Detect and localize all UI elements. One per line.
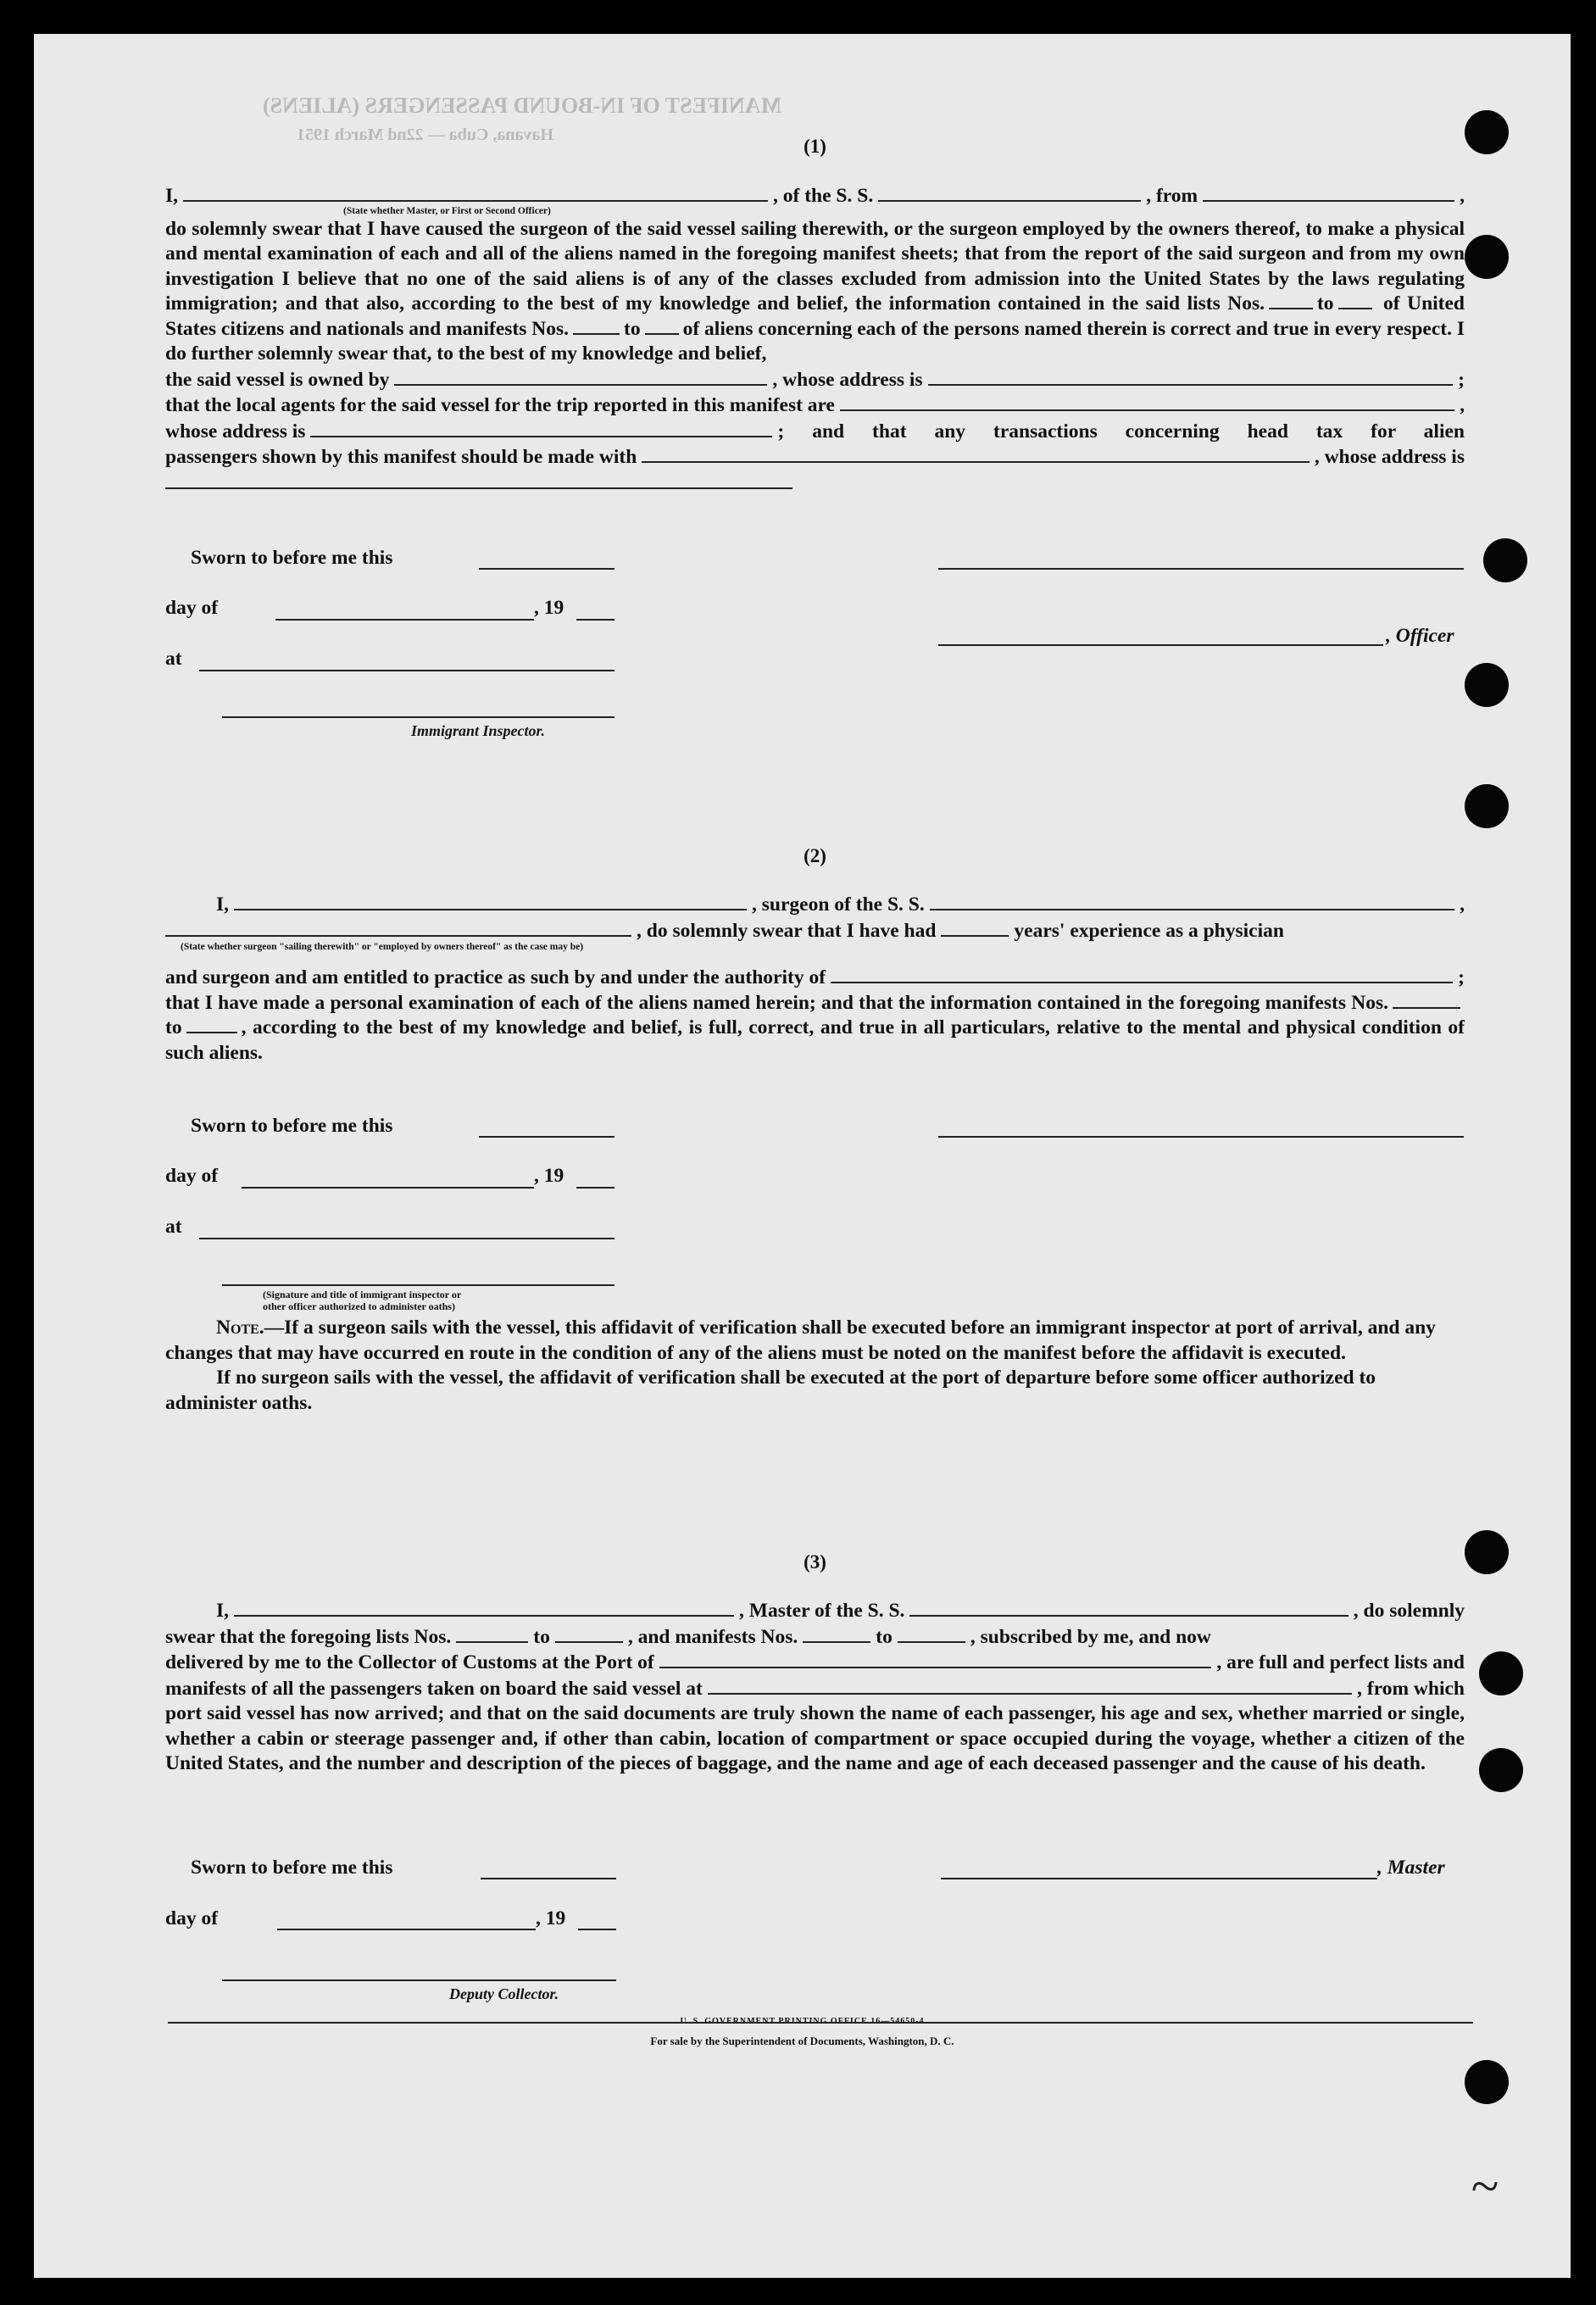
label-to: to <box>876 1625 893 1648</box>
section-1-oath <box>165 217 1465 367</box>
bleed-through-subtitle: Havana, Cuba — 22nd March 1951 <box>297 125 554 144</box>
surgeon-name-field[interactable] <box>234 892 747 910</box>
head-tax-line <box>165 444 1465 470</box>
oath-text-b1: of United States citizens and nationals and manifests Nos. <box>165 292 1465 340</box>
label-years: years' experience as a physician <box>1014 919 1284 942</box>
sworn-date-field[interactable] <box>479 1136 614 1138</box>
label-agents: that the local agents for the said vessel for the trip reported in this manifest are <box>165 394 835 416</box>
label-subscribed: , subscribed by me, and now <box>970 1625 1211 1648</box>
sworn-date-field[interactable] <box>481 1878 616 1879</box>
label-day-of: day of <box>165 1165 219 1187</box>
oath-text-b2: of aliens concerning each of the persons named therein is correct and true in every respect. I do further solemnly swear that, to the best of my knowledge and belief, <box>165 317 1465 365</box>
label-whose-address: , whose address is <box>772 368 923 391</box>
note-2-text: If no surgeon sails with the vessel, the affidavit of verification shall be executed at the port of departure before some officer authorized to administer oaths. <box>165 1367 1376 1414</box>
surgeon-vessel-field[interactable] <box>930 892 1454 910</box>
label-officer: , Officer <box>1386 625 1454 647</box>
manifests-from-field[interactable] <box>803 1624 870 1643</box>
label-at: at <box>165 1216 182 1238</box>
punch-hole <box>1465 2060 1509 2104</box>
sworn-date-field[interactable] <box>479 568 614 570</box>
label-master-of-ss: , Master of the S. S. <box>739 1600 905 1622</box>
embarkation-port-field[interactable] <box>708 1676 1352 1695</box>
vessel-name-field[interactable] <box>878 183 1141 202</box>
sale-notice: For sale by the Superintendent of Documents, Washington, D. C. <box>650 2035 954 2047</box>
signature-note-1: (Signature and title of immigrant inspector or <box>263 1289 462 1300</box>
year-field[interactable] <box>578 1929 616 1930</box>
head-tax-address-line <box>165 470 1465 489</box>
punch-hole <box>1483 538 1527 582</box>
label-manifests-of: manifests of all the passengers taken on board the said vessel at <box>165 1677 703 1700</box>
master-line <box>165 1598 1465 1624</box>
alien-manifest-from-field[interactable] <box>573 318 620 335</box>
lists-from-field[interactable] <box>456 1624 528 1643</box>
label-whose-address: whose address is <box>165 420 306 443</box>
label-swear-lists: swear that the foregoing lists Nos. <box>165 1625 452 1648</box>
label-from: , from <box>1146 185 1198 207</box>
label-swear: , do solemnly swear that I have had <box>637 919 937 942</box>
label-to: to <box>165 1016 182 1038</box>
owner-line <box>165 367 1465 393</box>
head-tax-address-field[interactable] <box>165 470 792 489</box>
label-solemnly: , do solemnly <box>1353 1600 1465 1622</box>
label-master: , Master <box>1377 1857 1445 1879</box>
agents-address-line <box>165 419 1465 445</box>
port-from-field[interactable] <box>1203 183 1454 202</box>
lists-line <box>165 1624 1465 1651</box>
port-of-collection-field[interactable] <box>659 1650 1212 1668</box>
label-to: to <box>533 1625 550 1648</box>
section-1-text <box>165 183 1465 489</box>
note-label: Note. <box>216 1317 264 1339</box>
officer-signature-field[interactable] <box>938 568 1464 570</box>
label-at: at <box>165 648 182 670</box>
inspector-signature-field[interactable] <box>222 1284 614 1286</box>
label-sworn: Sworn to before me this <box>191 547 393 569</box>
punct: , <box>1460 185 1465 207</box>
section-3-text <box>165 1598 1465 1777</box>
label-passengers: passengers shown by this manifest should be made with <box>165 446 637 468</box>
label-and-manifests: , and manifests Nos. <box>627 1625 798 1648</box>
label-to: to <box>624 317 641 340</box>
officer-name-field[interactable] <box>183 183 768 202</box>
punch-hole <box>1465 784 1509 828</box>
label-immigrant-inspector: Immigrant Inspector. <box>411 722 546 739</box>
day-of-month-field[interactable] <box>275 619 534 621</box>
label-deputy-collector: Deputy Collector. <box>449 1985 559 2002</box>
surgeon-line <box>165 892 1465 918</box>
officer-note: (State whether Master, or First or Second Officer) <box>343 205 551 216</box>
label-year: , 19 <box>536 1907 566 1929</box>
label-surgeon-of-ss: , surgeon of the S. S. <box>752 894 925 916</box>
year-field[interactable] <box>576 619 614 621</box>
manifest-to-field[interactable] <box>186 1016 237 1033</box>
note-1-text: —If a surgeon sails with the vessel, this affidavit of verification shall be executed before an immigrant inspector at port of arrival, and any changes that may have occurred en route in the condition of any of the aliens must be noted on the manifest before the affidavit is executed. <box>165 1317 1436 1364</box>
oath-text-a: do solemnly swear that I have caused the surgeon of the said vessel sailing therewith, or the surgeon employed by the owners thereof, to make a physical and mental examination of each and all of the aliens named in the foregoing manifest sheets; that from the report of the said surgeon and from my own investigation I believe that no one of the said aliens is of any of the classes excluded from admission into the United States by the laws regulating immigration; and that also, according to the best of my knowledge and belief, the information contained in the said lists Nos. <box>165 217 1465 315</box>
year-field[interactable] <box>576 1187 614 1189</box>
authority-field[interactable] <box>831 965 1453 983</box>
section-2-oath <box>165 991 1465 1066</box>
deputy-signature-field[interactable] <box>222 1979 616 1981</box>
authority-line <box>165 965 1465 991</box>
label-owned-by: the said vessel is owned by <box>165 368 390 391</box>
oath-text-a: that I have made a personal examination of each of the aliens named herein; and that the information contained in the foregoing manifests Nos. <box>165 991 1388 1014</box>
citizen-list-from-field[interactable] <box>1269 292 1313 309</box>
head-tax-contact-field[interactable] <box>642 444 1310 463</box>
label-year: , 19 <box>534 597 564 619</box>
place-field[interactable] <box>199 1238 614 1239</box>
port-line <box>165 1650 1465 1676</box>
master-signature-field[interactable] <box>941 1878 1377 1879</box>
punch-hole <box>1465 235 1509 279</box>
label-i: I, <box>216 894 230 916</box>
master-name-field[interactable] <box>234 1598 734 1617</box>
years-experience-field[interactable] <box>941 918 1009 937</box>
signature-note-2: other officer authorized to administer oaths) <box>263 1300 455 1312</box>
owner-address-field[interactable] <box>928 367 1454 386</box>
punct: ; <box>1458 368 1465 391</box>
punch-hole <box>1479 1748 1523 1792</box>
section-1-heading: (1) <box>804 136 826 157</box>
citizen-list-to-field[interactable] <box>1338 292 1372 309</box>
label-of-ss: , of the S. S. <box>773 185 874 207</box>
punct: ; <box>1458 966 1465 988</box>
note-1 <box>165 1316 1465 1366</box>
experience-line <box>165 918 1465 944</box>
punch-hole <box>1465 110 1509 154</box>
day-of-month-field[interactable] <box>277 1929 536 1930</box>
surgeon-status-field[interactable] <box>165 918 631 937</box>
agents-field[interactable] <box>840 393 1454 411</box>
label-sworn: Sworn to before me this <box>191 1115 393 1137</box>
punct: , <box>1460 394 1465 416</box>
surgeon-note: (State whether surgeon "sailing therewith" or "employed by owners thereof" as the case may be) <box>181 942 584 952</box>
section-2-text <box>165 892 1465 1066</box>
section-2-heading: (2) <box>804 845 826 866</box>
sale-rule <box>168 2022 1473 2024</box>
label-day-of: day of <box>165 597 219 619</box>
label-from-which: , from which <box>1357 1677 1465 1700</box>
label-i: I, <box>165 185 179 207</box>
punch-hole <box>1465 1530 1509 1574</box>
agents-address-field[interactable] <box>310 419 772 437</box>
label-authority: and surgeon and am entitled to practice as such by and under the authority of <box>165 966 826 988</box>
gpo-imprint: U. S. GOVERNMENT PRINTING OFFICE 16—54650-4 <box>680 2017 925 2026</box>
label-whose-address: , whose address is <box>1314 446 1465 468</box>
punch-hole <box>1479 1651 1523 1695</box>
oath-text-b: , according to the best of my knowledge and belief, is full, correct, and true in all particulars, relative to the mental and physical condition of such aliens. <box>165 1016 1465 1064</box>
note-2 <box>165 1366 1465 1416</box>
officer-title-field[interactable] <box>938 644 1383 646</box>
label-year: , 19 <box>534 1165 564 1187</box>
label-i: I, <box>216 1600 230 1622</box>
bleed-through-title: MANIFEST OF IN-BOUND PASSENGERS (ALIENS) <box>263 93 782 118</box>
section-3-oath: port said vessel has now arrived; and that on the said documents are truly shown the name of each passenger, his age and sex, whether married or single, whether a cabin or steerage passenger and, if other than cabin, location of compartment or space occupied during the voyage, whether a citizen of the United States, and the number and description of the pieces of baggage, and the name and age of each deceased passenger and the cause of his death. <box>165 1702 1465 1774</box>
embark-line <box>165 1676 1465 1702</box>
inspector-signature-field[interactable] <box>222 716 614 718</box>
label-day-of: day of <box>165 1907 219 1929</box>
master-vessel-field[interactable] <box>909 1598 1348 1617</box>
section-2-notes <box>165 1316 1465 1416</box>
agents-line <box>165 393 1465 419</box>
handwritten-mark: ~ <box>1471 2158 1499 2214</box>
section-3-heading: (3) <box>804 1551 826 1573</box>
label-full: , are full and perfect lists and <box>1216 1651 1465 1673</box>
label-to: to <box>1316 292 1334 315</box>
label-head-tax: ; and that any transactions concerning head tax for alien <box>777 420 1465 443</box>
punct: , <box>1460 894 1465 916</box>
alien-manifest-to-field[interactable] <box>645 318 679 335</box>
label-sworn: Sworn to before me this <box>191 1857 393 1879</box>
punch-hole <box>1465 663 1509 707</box>
manifest-from-field[interactable] <box>1393 992 1460 1009</box>
manifests-to-field[interactable] <box>898 1624 965 1643</box>
surgeon-signature-field[interactable] <box>938 1136 1464 1138</box>
lists-to-field[interactable] <box>555 1624 623 1643</box>
day-of-month-field[interactable] <box>242 1187 534 1189</box>
owner-field[interactable] <box>394 367 767 386</box>
place-field[interactable] <box>199 670 614 671</box>
label-delivered: delivered by me to the Collector of Customs at the Port of <box>165 1651 654 1673</box>
form-page <box>34 34 1571 2278</box>
